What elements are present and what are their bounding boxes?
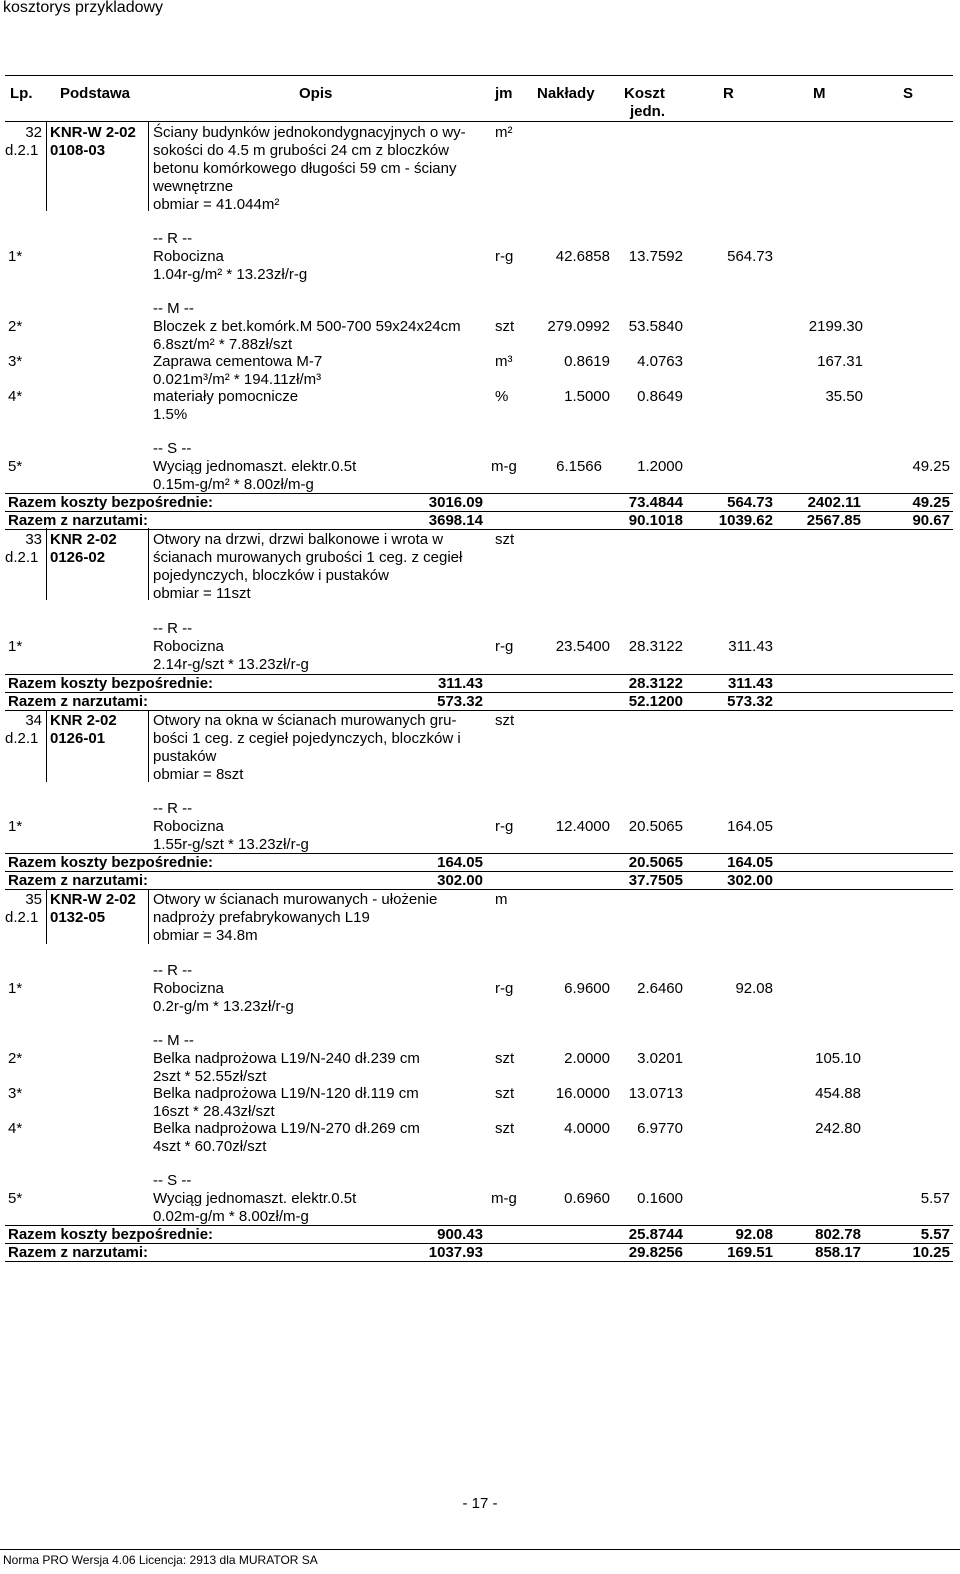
opis-line: Otwory w ścianach murowanych - ułożenie [153,891,438,908]
resource-naklady: 16.0000 [555,1085,610,1102]
resource-naklady: 6.1566 [556,458,602,475]
resource-koszt: 3.0201 [637,1050,683,1067]
summary-koszt: 25.8744 [628,1226,683,1243]
summary-m: 802.78 [815,1226,861,1243]
resource-unit: szt [495,1085,515,1102]
col-divider [148,528,149,600]
resource-name: Wyciąg jednomaszt. elektr.0.5t [153,458,357,475]
resource-calc: 6.8szt/m² * 7.88zł/szt [153,336,293,353]
summary-r: 92.08 [735,1226,773,1243]
opis-line: pustaków [153,748,217,765]
summary-rule [5,710,953,711]
section-s-heading: -- S -- [153,440,192,457]
resource-calc: 1.04r-g/m² * 13.23zł/r-g [153,266,308,283]
summary-koszt: 29.8256 [628,1244,683,1261]
opis-line: nadproży prefabrykowanych L19 [153,909,370,926]
resource-name: Zaprawa cementowa M-7 [153,353,323,370]
resource-name: Robocizna [153,248,224,265]
opis-line: obmiar = 8szt [153,766,244,783]
resource-s-value: 49.25 [912,458,950,475]
resource-naklady: 6.9600 [564,980,610,997]
podstawa-number: 0126-02 [50,549,106,566]
summary-koszt: 28.3122 [628,675,683,692]
resource-unit: % [495,388,509,405]
summary-r: 302.00 [727,872,773,889]
resource-m-value: 2199.30 [808,318,863,335]
resource-unit: szt [495,1120,515,1137]
resource-koszt: 0.1600 [637,1190,683,1207]
resource-name: Robocizna [153,818,224,835]
summary-m: 2567.85 [806,512,861,529]
summary-r: 564.73 [727,494,773,511]
opis-line: obmiar = 34.8m [153,927,258,944]
summary-label: Razem koszty bezpośrednie: [8,675,214,692]
header-lp: Lp. [10,85,33,102]
summary-koszt: 20.5065 [628,854,683,871]
opis-line: pojedynczych, bloczków i pustaków [153,567,389,584]
summary-label: Razem z narzutami: [8,872,149,889]
resource-calc: 0.021m³/m² * 194.11zł/m³ [153,371,322,388]
podstawa-code: KNR 2-02 [50,712,117,729]
podstawa-code: KNR-W 2-02 [50,124,136,141]
header-opis: Opis [299,85,333,102]
resource-name: Belka nadprożowa L19/N-240 dł.239 cm [153,1050,420,1067]
section-r-heading: -- R -- [153,230,193,247]
opis-line: bości 1 ceg. z cegieł pojedynczych, bloczków i [153,730,461,747]
resource-calc: 2.14r-g/szt * 13.23zł/r-g [153,656,309,673]
lp-number: 35 [25,891,42,908]
summary-s: 10.25 [912,1244,950,1261]
lp-sub: d.2.1 [5,909,39,926]
col-divider [148,710,149,782]
summary-total: 3698.14 [428,512,483,529]
lp-sub: d.2.1 [5,730,39,747]
resource-koszt: 6.9770 [637,1120,683,1137]
resource-unit: szt [495,1050,515,1067]
opis-line: betonu komórkowego długości 59 cm - ściany [153,160,457,177]
footer-rule [0,1549,960,1550]
resource-m-value: 167.31 [817,353,863,370]
header-podstawa: Podstawa [60,85,131,102]
resource-naklady: 1.5000 [564,388,610,405]
opis-line: ścianach murowanych grubości 1 ceg. z cegieł [153,549,463,566]
resource-name: Belka nadprożowa L19/N-120 dł.119 cm [153,1085,419,1102]
summary-label: Razem z narzutami: [8,512,149,529]
resource-koszt: 28.3122 [628,638,683,655]
resource-no: 5* [8,458,23,475]
summary-r: 169.51 [727,1244,773,1261]
resource-no: 1* [8,980,23,997]
opis-line: Ściany budynków jednokondygnacyjnych o wy- [153,124,466,141]
resource-r-value: 164.05 [727,818,773,835]
podstawa-number: 0132-05 [50,909,106,926]
resource-m-value: 454.88 [815,1085,861,1102]
resource-name: Robocizna [153,980,224,997]
resource-s-value: 5.57 [920,1190,950,1207]
summary-s: 5.57 [920,1226,950,1243]
resource-no: 1* [8,638,23,655]
resource-calc: 0.2r-g/m * 13.23zł/r-g [153,998,294,1015]
lp-number: 34 [25,712,42,729]
resource-unit: m-g [491,1190,517,1207]
opis-line: Otwory na drzwi, drzwi balkonowe i wrota w [153,531,444,548]
resource-calc: 0.15m-g/m² * 8.00zł/m-g [153,476,314,493]
resource-naklady: 279.0992 [547,318,610,335]
resource-koszt: 20.5065 [628,818,683,835]
resource-m-value: 242.80 [815,1120,861,1137]
resource-naklady: 4.0000 [564,1120,610,1137]
unit: m² [495,124,513,141]
resource-unit: m-g [491,458,517,475]
col-divider [46,121,47,211]
summary-koszt: 52.1200 [628,693,683,710]
unit: szt [495,531,515,548]
header-r: R [723,85,734,102]
col-divider [46,710,47,782]
resource-m-value: 35.50 [825,388,863,405]
summary-label: Razem z narzutami: [8,693,149,710]
resource-koszt: 53.5840 [628,318,683,335]
section-r-heading: -- R -- [153,620,193,637]
unit: szt [495,712,515,729]
resource-calc: 0.02m-g/m * 8.00zł/m-g [153,1208,309,1225]
summary-r: 573.32 [727,693,773,710]
summary-r: 1039.62 [718,512,773,529]
lp-sub: d.2.1 [5,142,39,159]
resource-no: 4* [8,388,23,405]
resource-name: Wyciąg jednomaszt. elektr.0.5t [153,1190,357,1207]
podstawa-code: KNR-W 2-02 [50,891,136,908]
resource-calc: 1.5% [153,406,188,423]
header-s: S [903,85,914,102]
resource-naklady: 23.5400 [555,638,610,655]
resource-calc: 4szt * 60.70zł/szt [153,1138,267,1155]
resource-name: materiały pomocnicze [153,388,299,405]
document-title: kosztorys przykladowy [3,0,164,16]
section-m-heading: -- M -- [153,1032,194,1049]
lp-sub: d.2.1 [5,549,39,566]
resource-no: 4* [8,1120,23,1137]
resource-m-value: 105.10 [815,1050,861,1067]
opis-line: Otwory na okna w ścianach murowanych gru- [153,712,457,729]
summary-total: 1037.93 [428,1244,483,1261]
summary-total: 311.43 [437,675,483,692]
lp-number: 33 [25,531,42,548]
resource-unit: m³ [495,353,513,370]
opis-line: obmiar = 41.044m² [153,196,280,213]
resource-calc: 2szt * 52.55zł/szt [153,1068,267,1085]
header-m: M [813,85,826,102]
summary-koszt: 37.7505 [628,872,683,889]
summary-total: 573.32 [437,693,483,710]
resource-r-value: 92.08 [735,980,773,997]
resource-unit: szt [495,318,515,335]
podstawa-number: 0108-03 [50,142,106,159]
unit: m [495,891,508,908]
resource-naklady: 2.0000 [564,1050,610,1067]
opis-line: wewnętrzne [153,178,234,195]
summary-m: 2402.11 [807,494,861,511]
resource-naklady: 42.6858 [555,248,610,265]
podstawa-code: KNR 2-02 [50,531,117,548]
col-divider [148,121,149,211]
summary-s: 90.67 [912,512,950,529]
lp-number: 32 [25,124,42,141]
resource-r-value: 311.43 [728,638,773,655]
resource-no: 3* [8,353,23,370]
resource-unit: r-g [495,638,514,655]
section-r-heading: -- R -- [153,800,193,817]
resource-no: 1* [8,818,23,835]
summary-total: 164.05 [437,854,483,871]
resource-no: 2* [8,318,23,335]
resource-koszt: 1.2000 [637,458,683,475]
header-jm: jm [495,85,513,102]
podstawa-number: 0126-01 [50,730,106,747]
summary-label: Razem koszty bezpośrednie: [8,1226,214,1243]
summary-r: 164.05 [727,854,773,871]
summary-label: Razem koszty bezpośrednie: [8,494,214,511]
header-koszt: Koszt [624,85,665,102]
resource-unit: r-g [495,980,514,997]
section-m-heading: -- M -- [153,300,194,317]
resource-no: 2* [8,1050,23,1067]
summary-total: 302.00 [437,872,483,889]
header-naklady: Nakłady [537,85,595,102]
resource-naklady: 12.4000 [555,818,610,835]
col-divider [46,528,47,600]
resource-naklady: 0.6960 [564,1190,610,1207]
summary-rule [5,889,953,890]
summary-label: Razem z narzutami: [8,1244,149,1261]
resource-name: Bloczek z bet.komórk.M 500-700 59x24x24cm [153,318,461,335]
col-divider [46,889,47,944]
resource-name: Belka nadprożowa L19/N-270 dł.269 cm [153,1120,420,1137]
resource-koszt: 0.8649 [637,388,683,405]
resource-no: 3* [8,1085,23,1102]
resource-naklady: 0.8619 [564,353,610,370]
header-top-rule [5,75,953,76]
resource-r-value: 564.73 [727,248,773,265]
section-r-heading: -- R -- [153,962,193,979]
section-s-heading: -- S -- [153,1172,192,1189]
summary-total: 900.43 [437,1226,483,1243]
resource-calc: 16szt * 28.43zł/szt [153,1103,275,1120]
resource-koszt: 4.0763 [637,353,683,370]
resource-unit: r-g [495,248,514,265]
summary-koszt: 73.4844 [628,494,683,511]
resource-koszt: 13.7592 [628,248,683,265]
resource-koszt: 13.0713 [628,1085,683,1102]
summary-total: 3016.09 [428,494,483,511]
opis-line: sokości do 4.5 m grubości 24 cm z bloczków [153,142,449,159]
resource-calc: 1.55r-g/szt * 13.23zł/r-g [153,836,309,853]
resource-koszt: 2.6460 [637,980,683,997]
resource-no: 5* [8,1190,23,1207]
summary-r: 311.43 [727,675,773,692]
resource-name: Robocizna [153,638,224,655]
page-number: - 17 - [462,1495,498,1512]
summary-koszt: 90.1018 [628,512,683,529]
summary-label: Razem koszty bezpośrednie: [8,854,214,871]
opis-line: obmiar = 11szt [153,585,251,602]
header-koszt-jedn: jedn. [630,103,666,120]
summary-s: 49.25 [912,494,950,511]
summary-rule [5,529,953,530]
software-footer: Norma PRO Wersja 4.06 Licencja: 2913 dla MURATOR SA [3,1553,318,1567]
resource-no: 1* [8,248,23,265]
summary-rule [5,1261,953,1262]
summary-m: 858.17 [815,1244,861,1261]
resource-unit: r-g [495,818,514,835]
col-divider [148,889,149,944]
